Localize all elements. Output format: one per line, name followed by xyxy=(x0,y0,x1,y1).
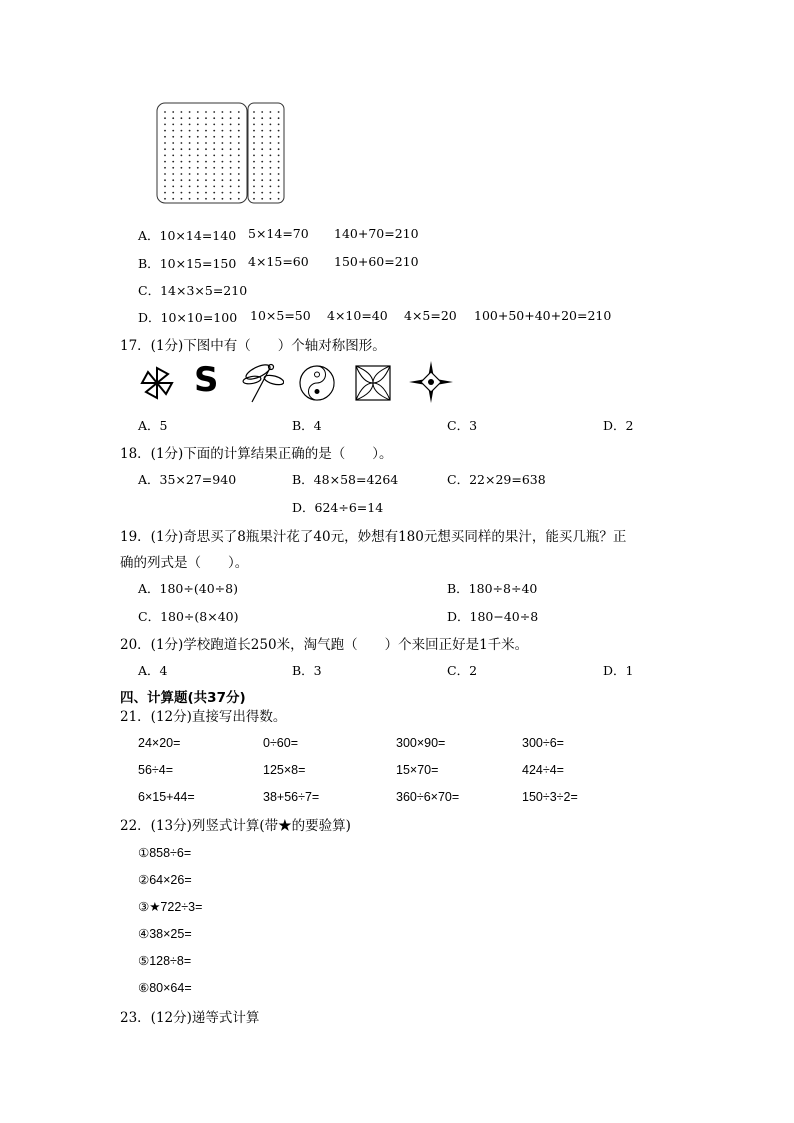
grid-dot xyxy=(253,142,255,144)
grid-dot xyxy=(238,142,240,144)
grid-dot xyxy=(261,111,263,113)
grid-dot xyxy=(164,155,166,157)
grid-dot xyxy=(238,192,240,194)
q22-item: ④38×25= xyxy=(138,927,192,941)
grid-dot xyxy=(205,186,207,188)
q22-item: ③★722÷3= xyxy=(138,900,203,914)
grid-dot xyxy=(172,179,174,181)
grid-dot xyxy=(261,173,263,175)
grid-dot xyxy=(253,136,255,138)
grid-dot xyxy=(181,179,183,181)
q16-option-d-part4: 4×5=20 xyxy=(404,308,457,323)
grid-dot xyxy=(181,186,183,188)
grid-dot xyxy=(238,124,240,126)
grid-dot xyxy=(205,124,207,126)
grid-dot xyxy=(172,124,174,126)
grid-dot xyxy=(205,142,207,144)
grid-dot xyxy=(238,111,240,113)
grid-dot xyxy=(213,155,215,157)
grid-dot xyxy=(230,192,232,194)
grid-dot xyxy=(172,130,174,132)
grid-dot xyxy=(230,142,232,144)
grid-dot xyxy=(222,186,224,188)
grid-dot xyxy=(189,167,191,169)
grid-dot xyxy=(197,192,199,194)
grid-dot xyxy=(238,198,240,200)
grid-dot xyxy=(205,148,207,150)
grid-dot xyxy=(261,136,263,138)
grid-dot xyxy=(270,142,272,144)
grid-dot xyxy=(230,111,232,113)
q22-item: ②64×26= xyxy=(138,873,192,887)
q21-cell: 424÷4= xyxy=(522,763,564,777)
grid-dot xyxy=(197,198,199,200)
grid-dot xyxy=(270,179,272,181)
grid-dot xyxy=(181,117,183,119)
grid-dot xyxy=(164,192,166,194)
grid-dot xyxy=(238,161,240,163)
grid-dot xyxy=(238,155,240,157)
grid-dot xyxy=(164,173,166,175)
option-letter: D． xyxy=(138,310,161,325)
grid-dot xyxy=(278,167,280,169)
grid-dot xyxy=(253,117,255,119)
q16-option-d-part2: 10×5=50 xyxy=(250,308,311,323)
grid-dot xyxy=(261,142,263,144)
grid-dot xyxy=(261,117,263,119)
grid-dot xyxy=(189,142,191,144)
grid-dot xyxy=(205,155,207,157)
grid-dot xyxy=(189,155,191,157)
grid-dot xyxy=(238,173,240,175)
q17-option-c[interactable]: C．3 xyxy=(447,418,478,433)
grid-dot xyxy=(164,186,166,188)
grid-dot xyxy=(270,136,272,138)
option-part: 10×15=150 xyxy=(159,256,237,271)
grid-dot xyxy=(172,148,174,150)
grid-dot xyxy=(278,124,280,126)
grid-dot xyxy=(164,198,166,200)
grid-dot xyxy=(261,192,263,194)
grid-dot xyxy=(270,111,272,113)
grid-dot xyxy=(205,192,207,194)
grid-dot xyxy=(172,111,174,113)
grid-dot xyxy=(197,136,199,138)
grid-dot xyxy=(278,179,280,181)
q17-option-b[interactable]: B．4 xyxy=(292,418,322,433)
grid-dot xyxy=(213,167,215,169)
grid-dot xyxy=(172,117,174,119)
q18-option-b[interactable]: B．48×58=4264 xyxy=(292,472,399,487)
grid-dot xyxy=(189,179,191,181)
q18-stem: 18．(1分)下面的计算结果正确的是（ ）。 xyxy=(120,446,393,462)
grid-dot xyxy=(213,192,215,194)
grid-dot xyxy=(222,148,224,150)
grid-dot xyxy=(230,155,232,157)
grid-dot xyxy=(222,111,224,113)
yin-yang-icon xyxy=(298,364,336,402)
q21-cell: 24×20= xyxy=(138,736,181,750)
grid-dot xyxy=(181,155,183,157)
grid-dot xyxy=(197,130,199,132)
grid-dot xyxy=(205,117,207,119)
grid-dot xyxy=(278,136,280,138)
compass-star-icon xyxy=(408,360,454,404)
grid-dot xyxy=(222,136,224,138)
grid-dot xyxy=(164,136,166,138)
grid-dot xyxy=(278,111,280,113)
letter-s-icon: S xyxy=(194,360,219,400)
q20-option-b[interactable]: B．3 xyxy=(292,663,322,678)
q16-option-a-part2: 5×14=70 xyxy=(248,226,309,241)
q20-option-a[interactable]: A．4 xyxy=(138,663,168,678)
grid-dot xyxy=(197,179,199,181)
grid-dot xyxy=(213,117,215,119)
grid-dot xyxy=(238,130,240,132)
grid-dot xyxy=(222,192,224,194)
grid-dot xyxy=(213,186,215,188)
grid-dot xyxy=(278,142,280,144)
q16-option-a[interactable] xyxy=(138,226,236,244)
grid-dot xyxy=(181,111,183,113)
grid-dot xyxy=(197,111,199,113)
q18-option-c[interactable]: C．22×29=638 xyxy=(447,472,546,487)
grid-dot xyxy=(197,155,199,157)
grid-dot xyxy=(230,167,232,169)
grid-dot xyxy=(181,173,183,175)
q21-cell: 56÷4= xyxy=(138,763,174,777)
grid-dot xyxy=(205,111,207,113)
grid-dot xyxy=(172,136,174,138)
grid-dot xyxy=(238,186,240,188)
grid-dot xyxy=(213,198,215,200)
grid-dot xyxy=(230,161,232,163)
q21-cell: 38+56÷7= xyxy=(263,790,320,804)
grid-dot xyxy=(213,124,215,126)
grid-dot xyxy=(181,198,183,200)
grid-dot xyxy=(164,124,166,126)
grid-dot xyxy=(230,124,232,126)
option-part: 10×14=140 xyxy=(159,228,237,243)
grid-dot xyxy=(181,192,183,194)
grid-dot xyxy=(189,111,191,113)
option-part: 10×10=100 xyxy=(160,310,238,325)
grid-dot xyxy=(164,142,166,144)
grid-dot xyxy=(253,186,255,188)
dragonfly-icon xyxy=(240,362,284,404)
grid-dot xyxy=(205,198,207,200)
grid-dot xyxy=(213,142,215,144)
grid-dot xyxy=(238,179,240,181)
grid-dot xyxy=(172,142,174,144)
grid-dot xyxy=(172,155,174,157)
grid-dot xyxy=(261,155,263,157)
grid-dot xyxy=(261,186,263,188)
grid-dot xyxy=(278,148,280,150)
grid-dot xyxy=(238,167,240,169)
q21-cell: 125×8= xyxy=(263,763,306,777)
grid-dot xyxy=(197,124,199,126)
grid-dot xyxy=(197,117,199,119)
grid-dot xyxy=(278,198,280,200)
grid-dot xyxy=(213,130,215,132)
grid-dot xyxy=(253,192,255,194)
grid-dot xyxy=(230,130,232,132)
q19-option-d[interactable]: D．180−40÷8 xyxy=(447,609,539,624)
q21-cell: 0÷60= xyxy=(263,736,299,750)
grid-dot xyxy=(261,167,263,169)
grid-dot xyxy=(205,167,207,169)
grid-dot xyxy=(261,179,263,181)
grid-dot xyxy=(181,136,183,138)
q20-option-d[interactable]: D．1 xyxy=(603,663,634,678)
grid-dot xyxy=(213,173,215,175)
q16-option-a-part3: 140+70=210 xyxy=(334,226,419,241)
grid-dot xyxy=(278,192,280,194)
q16-option-c[interactable] xyxy=(138,281,247,299)
grid-dot xyxy=(270,155,272,157)
q20-option-c[interactable]: C．2 xyxy=(447,663,478,678)
q22-stem: 22．(13分)列竖式计算(带★的要验算) xyxy=(120,818,351,834)
grid-dot xyxy=(164,130,166,132)
dot-grid-figure xyxy=(152,100,288,206)
grid-dot xyxy=(278,161,280,163)
grid-dot xyxy=(181,148,183,150)
q21-cell: 6×15+44= xyxy=(138,790,195,804)
grid-dot xyxy=(222,198,224,200)
grid-dot xyxy=(181,130,183,132)
grid-dot xyxy=(230,117,232,119)
grid-dot xyxy=(253,173,255,175)
grid-dot xyxy=(189,117,191,119)
grid-dot xyxy=(270,161,272,163)
q16-option-d-part5: 100+50+40+20=210 xyxy=(474,308,612,323)
grid-dot xyxy=(222,167,224,169)
grid-dot xyxy=(172,192,174,194)
grid-dot xyxy=(230,186,232,188)
grid-dot xyxy=(181,124,183,126)
q17-stem: 17．(1分)下图中有（ ）个轴对称图形。 xyxy=(120,338,386,354)
grid-dot xyxy=(230,179,232,181)
option-letter: C． xyxy=(138,283,161,298)
grid-dot xyxy=(278,155,280,157)
grid-dot xyxy=(213,148,215,150)
grid-dot xyxy=(222,130,224,132)
grid-dot xyxy=(253,148,255,150)
grid-dot xyxy=(278,173,280,175)
q19-option-b[interactable]: B．180÷8÷40 xyxy=(447,581,538,596)
grid-dot xyxy=(278,186,280,188)
grid-dot xyxy=(213,179,215,181)
grid-dot xyxy=(270,167,272,169)
grid-dot xyxy=(205,173,207,175)
grid-dot xyxy=(270,130,272,132)
grid-dot xyxy=(197,173,199,175)
grid-dot xyxy=(253,179,255,181)
grid-dot xyxy=(278,130,280,132)
grid-dot xyxy=(270,173,272,175)
grid-dot xyxy=(253,124,255,126)
grid-dot xyxy=(278,117,280,119)
grid-dot xyxy=(222,142,224,144)
q16-option-d-part3: 4×10=40 xyxy=(327,308,388,323)
q22-item: ⑤128÷8= xyxy=(138,954,192,968)
grid-dot xyxy=(181,142,183,144)
grid-dot xyxy=(189,124,191,126)
grid-dot xyxy=(222,161,224,163)
grid-dot xyxy=(253,167,255,169)
grid-dot xyxy=(253,198,255,200)
grid-dot xyxy=(230,148,232,150)
option-letter: B． xyxy=(138,256,160,271)
grid-dot xyxy=(205,161,207,163)
grid-dot xyxy=(181,167,183,169)
grid-dot xyxy=(189,161,191,163)
grid-dot xyxy=(213,161,215,163)
grid-dot xyxy=(230,173,232,175)
grid-dot xyxy=(213,136,215,138)
q16-option-b-part3: 150+60=210 xyxy=(334,254,419,269)
q17-option-a[interactable]: A．5 xyxy=(138,418,168,433)
grid-dot xyxy=(181,161,183,163)
q19-option-c[interactable]: C．180÷(8×40) xyxy=(138,609,239,624)
grid-dot xyxy=(222,173,224,175)
grid-dot xyxy=(270,124,272,126)
q16-option-b-part2: 4×15=60 xyxy=(248,254,309,269)
grid-dot xyxy=(164,111,166,113)
grid-dot xyxy=(253,161,255,163)
section-heading: 四、计算题(共37分) xyxy=(120,690,246,706)
option-part: 14×3×5=210 xyxy=(160,283,248,298)
grid-dot xyxy=(172,198,174,200)
grid-dot xyxy=(270,198,272,200)
square-flower-icon xyxy=(354,364,392,402)
grid-dot xyxy=(270,148,272,150)
grid-dot xyxy=(205,179,207,181)
grid-dot xyxy=(197,142,199,144)
grid-dot xyxy=(189,198,191,200)
q21-cell: 360÷6×70= xyxy=(396,790,460,804)
q21-cell: 300÷6= xyxy=(522,736,564,750)
grid-dot xyxy=(238,136,240,138)
grid-dot xyxy=(261,130,263,132)
grid-dot xyxy=(197,186,199,188)
grid-dot xyxy=(172,186,174,188)
q19-stem-line2: 确的列式是（ ）。 xyxy=(120,555,249,571)
grid-dot xyxy=(238,148,240,150)
grid-dot xyxy=(253,130,255,132)
grid-dot xyxy=(270,192,272,194)
q17-option-d[interactable]: D．2 xyxy=(603,418,634,433)
grid-dot xyxy=(230,136,232,138)
q19-stem-line1: 19．(1分)奇思买了8瓶果汁花了40元，妙想有180元想买同样的果汁，能买几瓶？正 xyxy=(120,529,627,545)
grid-dot xyxy=(213,111,215,113)
grid-dot xyxy=(270,186,272,188)
grid-dot xyxy=(189,130,191,132)
grid-dot xyxy=(261,148,263,150)
option-letter: A． xyxy=(138,228,160,243)
grid-dot xyxy=(189,136,191,138)
grid-dot xyxy=(222,179,224,181)
q16-option-d[interactable] xyxy=(138,308,237,326)
grid-dot xyxy=(222,117,224,119)
grid-dot xyxy=(197,148,199,150)
q21-cell: 15×70= xyxy=(396,763,439,777)
q21-stem: 21．(12分)直接写出得数。 xyxy=(120,709,287,725)
grid-dot xyxy=(164,167,166,169)
grid-dot xyxy=(189,148,191,150)
q22-item: ①858÷6= xyxy=(138,846,192,860)
grid-dot xyxy=(261,161,263,163)
grid-dot xyxy=(164,148,166,150)
grid-dot xyxy=(172,173,174,175)
grid-dot xyxy=(197,161,199,163)
q16-option-b[interactable] xyxy=(138,254,236,272)
grid-dot xyxy=(261,124,263,126)
grid-dot xyxy=(261,198,263,200)
q22-item: ⑥80×64= xyxy=(138,981,192,995)
grid-dot xyxy=(205,136,207,138)
grid-dot xyxy=(172,161,174,163)
q21-cell: 300×90= xyxy=(396,736,446,750)
grid-dot xyxy=(238,117,240,119)
q20-stem: 20．(1分)学校跑道长250米，淘气跑（ ）个来回正好是1千米。 xyxy=(120,637,529,653)
grid-dot xyxy=(270,117,272,119)
grid-dot xyxy=(164,179,166,181)
grid-dot xyxy=(197,167,199,169)
q18-option-a[interactable]: A．35×27=940 xyxy=(138,472,237,487)
grid-dot xyxy=(189,186,191,188)
pinwheel-icon xyxy=(138,364,176,402)
grid-dot xyxy=(253,155,255,157)
q19-option-a[interactable]: A．180÷(40÷8) xyxy=(138,581,238,596)
grid-dot xyxy=(222,124,224,126)
grid-dot xyxy=(205,130,207,132)
q23-stem: 23．(12分)递等式计算 xyxy=(120,1010,260,1026)
grid-dot xyxy=(172,167,174,169)
grid-dot xyxy=(189,173,191,175)
grid-dot xyxy=(222,155,224,157)
grid-dot xyxy=(189,192,191,194)
grid-dot xyxy=(164,117,166,119)
grid-dot xyxy=(230,198,232,200)
q21-cell: 150÷3÷2= xyxy=(522,790,578,804)
q18-option-d[interactable]: D．624÷6=14 xyxy=(292,500,384,515)
grid-dot xyxy=(253,111,255,113)
grid-dot xyxy=(164,161,166,163)
